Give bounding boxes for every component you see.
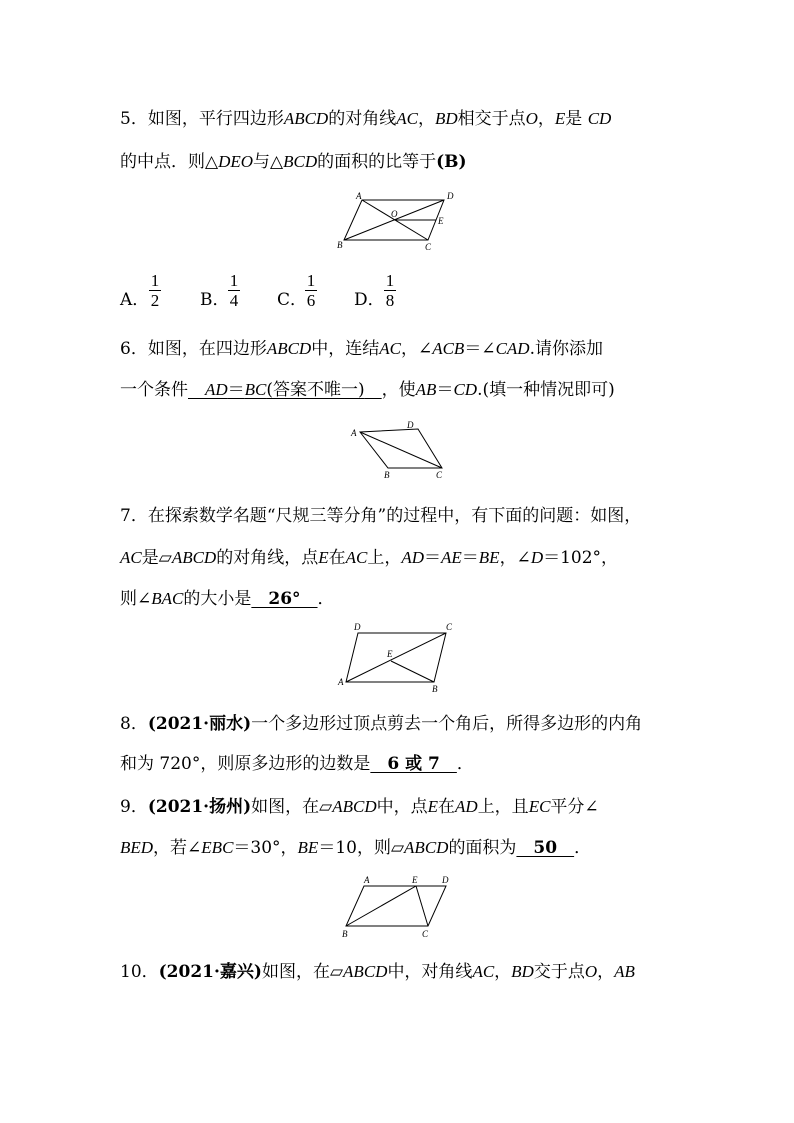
q5-label-A: A (356, 191, 362, 201)
q9-answer: 50 (516, 838, 575, 858)
q6-label-D: D (407, 420, 414, 430)
q9-figure (336, 870, 458, 940)
q5-label-B: B (337, 240, 343, 250)
q5-option-c-label: C． (277, 290, 308, 310)
q5-option-a-fraction: $\frac{1}{2}$ (150, 271, 160, 310)
q6-line1: 6．如图，在四边形ABCD中，连结AC，∠ACB＝∠CAD.请你添加 (120, 339, 603, 359)
q7-line3: 则∠BAC的大小是 26° ． (120, 589, 335, 609)
q5-option-b-fraction: $\frac{1}{4}$ (229, 271, 239, 310)
q9-label-D: D (442, 875, 449, 885)
q6-figure (346, 418, 452, 480)
q10-line1: 10．(2021·嘉兴)如图，在▱ABCD中，对角线AC，BD交于点O，AB (120, 962, 635, 982)
q7-label-C: C (446, 622, 453, 632)
q7-line2: AC是▱ABCD的对角线，点E在AC上，AD＝AE＝BE，∠D＝102°， (120, 548, 619, 568)
q7-answer: 26° (251, 589, 318, 609)
q7-label-A: A (338, 677, 344, 687)
q7-line1: 7．在探索数学名题“尺规三等分角”的过程中，有下面的问题：如图， (120, 506, 642, 526)
q5-figure (330, 188, 470, 250)
q8-line2: 和为 720°，则原多边形的边数是 6 或 7 ． (120, 754, 474, 774)
q5-line2: 的中点．则△DEO与△BCD的面积的比等于(B) (120, 152, 467, 172)
q5-line1: 5．如图，平行四边形ABCD的对角线AC，BD相交于点O，E是 CD (120, 109, 612, 129)
q5-option-c-fraction: $\frac{1}{6}$ (306, 271, 316, 310)
q8-line1: 8．(2021·丽水)一个多边形过顶点剪去一个角后，所得多边形的内角 (120, 714, 643, 734)
q5-label-C: C (425, 242, 432, 250)
q7-label-E: E (387, 649, 393, 659)
q6-answer: AD＝BC(答案不唯一) (205, 380, 365, 400)
q7-figure (336, 620, 462, 695)
q5-label-E: E (438, 216, 444, 226)
q9-label-E: E (412, 875, 418, 885)
q8-answer: 6 或 7 (370, 754, 457, 774)
q5-option-d-label: D． (354, 290, 385, 310)
q6-label-B: B (384, 470, 390, 480)
q9-label-A: A (364, 875, 370, 885)
q9-label-B: B (342, 929, 348, 939)
q5-option-d-fraction: $\frac{1}{8}$ (385, 271, 395, 310)
q9-line1: 9．(2021·扬州)如图，在▱ABCD中，点E在AD上，且EC平分∠ (120, 797, 599, 817)
q5-option-b-label: B． (200, 290, 230, 310)
q5-option-a-label: A． (120, 290, 150, 310)
q5-label-O: O (391, 209, 398, 219)
q9-label-C: C (422, 929, 429, 939)
q9-line2: BED，若∠EBC＝30°，BE＝10，则▱ABCD的面积为 50 ． (120, 838, 592, 858)
q6-label-C: C (436, 470, 443, 480)
q6-line2: 一个条件 AD＝BC(答案不唯一) ，使AB＝CD.(填一种情况即可) (120, 380, 615, 400)
q7-label-B: B (432, 684, 438, 694)
q5-label-D: D (447, 191, 454, 201)
q6-label-A: A (351, 428, 357, 438)
q7-label-D: D (354, 622, 361, 632)
